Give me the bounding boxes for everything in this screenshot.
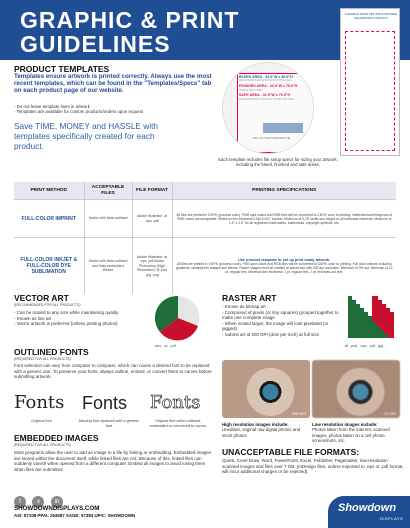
bullet-item: - Vector artwork is preferred (unless printing photos): [14, 321, 118, 326]
product-templates-lead: Templates ensure artwork is printed correctly. Always use the most recent templates, which can be found in the "Templates/Specs" tab on each product page of our website.: [14, 73, 212, 95]
table-row: [14, 238, 396, 294]
logo-text: Showdown: [338, 502, 397, 514]
save-time-text: Save TIME, MONEY and HASSLE with templates specifically created for each product.: [14, 121, 159, 151]
files-cell: Vector with fonts outlined: [84, 200, 132, 238]
vector-art-subtitle: (RECOMMENDED FOR ALL PRODUCTS): [14, 303, 81, 307]
vector-art-title: VECTOR ART: [14, 293, 69, 303]
embedded-images-subtitle: (REQUIRED FOR ALL PRODUCTS): [14, 443, 71, 447]
low-res-label: 72 DPI: [383, 411, 396, 416]
outlined-fonts-body: Font selection can vary from computer to computer, which can cause a desired font to be replaced with a generic one. To preserve your fonts, always outline, embed, or convert them to curves before submitting artwork.: [14, 363, 212, 379]
title-line-2: GUIDELINES: [20, 31, 171, 57]
title-line-1: GRAPHIC & PRINT: [20, 7, 240, 33]
font-sample-original: [14, 391, 69, 417]
raster-logo-sample: [344, 292, 396, 342]
spec-cell: [172, 238, 396, 294]
font-word: Fonts: [150, 392, 201, 413]
template-zoom-circle: [222, 62, 314, 154]
template-preview-card: [340, 8, 400, 156]
vector-caption: .eps, .ai, .pdf: [154, 344, 176, 348]
bullet-item: - Composed of pixels (or tiny squares) grouped together to make one complete image: [222, 309, 339, 320]
format-cell: Adobe Illustrator .ai .eps .pdf: [132, 200, 172, 238]
vector-logo-sample: [152, 292, 204, 342]
outlined-fonts-title: OUTLINED FONTS: [14, 347, 89, 357]
supplier-codes: ASI: 87108 PPAI: 254697 SAGE: 67383 UPIC: SHOWDOWN: [14, 513, 136, 518]
bleed-note: ART EXTEND BACKGROUND INTO THIS AREA: [239, 79, 292, 82]
low-res-title: Low resolution images include:: [312, 422, 378, 427]
unacceptable-body: Quark, Corel Draw, Word, PowerPoint, Excel, Publisher, Pagemaker, low-resolution scanned images and files over 7 GB. (InDesign files, unless exported to .eps or .pdf format, will incur additional charges or be rejected).: [222, 458, 404, 474]
table-header-cell: FILE FORMAT: [132, 182, 172, 200]
product-templates-title: PRODUCT TEMPLATES: [14, 64, 110, 74]
high-res-label: 300 DPI: [291, 411, 306, 416]
raster-caption: .tif, .psd, .eps, .pdf, .jpg: [344, 344, 384, 348]
linkedin-icon[interactable]: in: [51, 496, 63, 508]
font-caption: Original font when outlined, embedded or converted to curves: [149, 419, 207, 428]
outlined-fonts-subtitle: (REQUIRED FOR ALL PRODUCTS): [14, 357, 71, 361]
bullet-item: - Submit art at 200 DPI (dots per inch) at full size: [222, 331, 320, 337]
spec-heading: Use product template to set up print ready artwork.: [238, 257, 331, 262]
bullet-item: - Can be scaled to any size while maintaining quality: [14, 310, 119, 315]
bullet-item: - Known as bitmap art: [222, 304, 266, 309]
table-header-row: [14, 182, 396, 200]
table-row: [14, 200, 396, 238]
bullet-item: - When scaled larger, the image will look pixelated (or jagged): [222, 320, 329, 331]
raster-art-title: RASTER ART: [222, 293, 277, 303]
font-sample-outlined: [150, 391, 205, 417]
logo-subtext: DISPLAYS: [380, 516, 404, 521]
x-icon[interactable]: x: [32, 496, 44, 508]
low-res-eye-image: [312, 360, 400, 418]
files-cell: Vector with fonts outlined and links embedded Raster: [84, 238, 132, 294]
bullet-item: - Known as line art: [14, 315, 52, 321]
finished-note: VISIBLE PRINT AREA: [239, 88, 263, 92]
spec-cell: All files are printed in CMYK (process color). PMS spot colors and RGB files will be converted to CMYK color to printing. Halftones/screenings/out of PMS colors are acceptable. Minimum line thickness 0.5pt (0.007 inches). Minimum of 0.25" width and height on all individual elements. Minimum of 1.5" x 0.5" for all registered trademarks, trademarks, copyright symbols, etc.: [172, 200, 396, 238]
high-res-caption: [222, 422, 310, 438]
safe-note: KEEP IMPORTANT CONTENT WITHIN THIS AREA: [239, 97, 295, 101]
method-cell: FULL-COLOR IMPRINT: [14, 200, 84, 238]
bleed-label: BLEED AREA - 33.5"W x 80.5"H: [239, 75, 293, 79]
high-res-eye-image: [222, 360, 310, 418]
font-word: Fonts: [14, 392, 65, 413]
font-word: Fonts: [82, 393, 128, 413]
product-templates-bullets: [14, 104, 214, 115]
bullet-item: - Templates are available for custom products/orders upon request: [14, 109, 144, 115]
font-caption: Missing font replaced with a generic font: [78, 419, 140, 428]
spec-text: All files are printed in CMYK (process color). PMS spot colors and RGB files will be converted to CMYK color to printing. Full color artwork including gradients, raster/photo images and blends. Raster images must be created at actual size with 200 dpi resolution. Minimum of 3% dot. Minimum of 12 pt. regular text. Minimum line thickness: 1 pt. regular text, 2 pt. reversed-out text.: [175, 261, 393, 274]
facebook-icon[interactable]: f: [14, 496, 26, 508]
page-title: [20, 8, 239, 56]
showdown-logo: [328, 496, 410, 528]
table-header-cell: PRINT METHOD: [14, 182, 84, 200]
print-methods-table: [14, 182, 396, 294]
unacceptable-title: UNACCEPTABLE FILE FORMATS:: [222, 447, 360, 457]
font-sample-replaced: [82, 391, 137, 417]
embedded-images-title: EMBEDDED IMAGES: [14, 433, 99, 443]
low-res-body: Photos taken from the internet, scanned images, photos taken on a cell phone, screenshots, etc.: [312, 427, 390, 444]
method-cell: FULL-COLOR INKJET & FULL-COLOR DYE SUBLIMATION: [14, 238, 84, 294]
bottom-note: WILL NOT SHOW BEHIND THE: [253, 137, 291, 140]
bullet-item: - Do not leave template lines in artwork: [14, 104, 90, 109]
table-header-cell: ACCEPTABLE FILES: [84, 182, 132, 200]
raster-art-bullets: [222, 304, 342, 337]
high-res-body: Unedited, original raw digital photos and stock photos: [222, 427, 301, 438]
high-res-title: High resolution images include:: [222, 422, 289, 427]
font-samples: [14, 391, 209, 431]
website-link[interactable]: SHOWDOWNDISPLAYS.COM: [14, 505, 100, 512]
vector-art-bullets: [14, 310, 144, 327]
font-caption: Original font: [31, 419, 52, 423]
finished-label: FINISHED AREA - 33.5"W x 78.5"H: [239, 84, 298, 88]
low-res-caption: [312, 422, 400, 444]
format-cell: Adobe Illustrator .ai .eps .pdf Adobe Photoshop (High Resolution) .tif .psd .jpg .png: [132, 238, 172, 294]
embedded-images-body: Most programs allow the user to add an image to a file by linking or embedding. Embedded images are stored within the document itself, while linked files are not. Because of this, linked files can suddenly vanish when opened from a different computer. Embed all images to avoid losing them when files are submitted.: [14, 450, 212, 472]
template-card-text: FLEXIBLE RIGID PET BANK BANNER SHOWDOWN DISPLAYS: [344, 12, 398, 20]
template-safe-area: [345, 31, 395, 151]
table-header-cell: PRINTING SPECIFICATIONS: [172, 182, 396, 200]
circle-caption: Each template includes file setup specs for sizing your artwork, including the bleed, finished and safe areas.: [218, 157, 338, 168]
safe-label: SAFE AREA - 31.5"W x 76.5"H: [239, 93, 291, 97]
